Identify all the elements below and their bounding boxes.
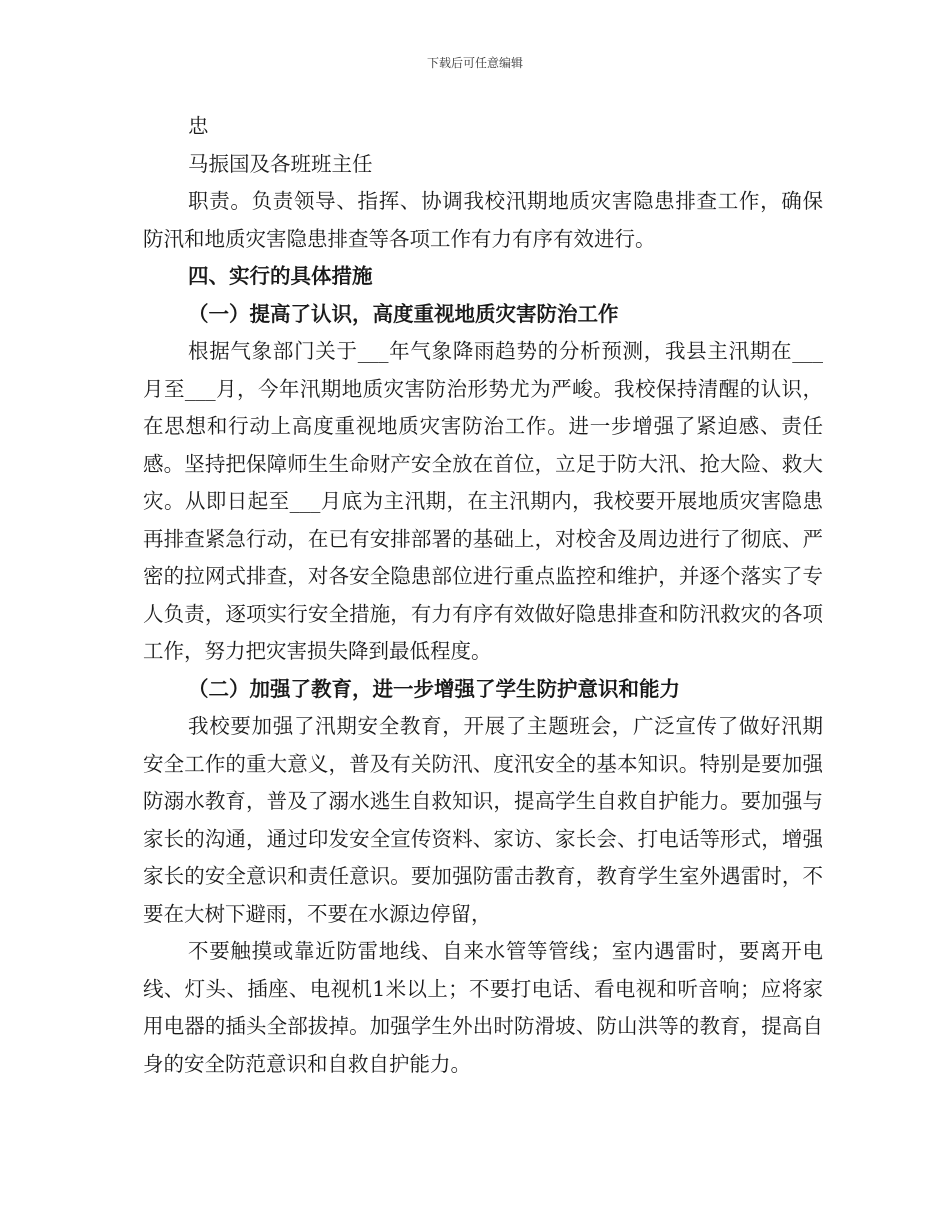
subsection-heading-education: （二）加强了教育，进一步增强了学生防护意识和能力 bbox=[188, 676, 680, 701]
page-header-note: 下载后可任意编辑 bbox=[426, 56, 523, 70]
subsection-heading-awareness: （一）提高了认识，高度重视地质灾害防治工作 bbox=[188, 301, 619, 326]
document-body bbox=[143, 108, 823, 1083]
section-heading-measures: 四、实行的具体措施 bbox=[188, 264, 373, 288]
paragraph-education-body: 我校要加强了汛期安全教育，开展了主题班会，广泛宣传了做好汛期安全工作的重大意义，普及有关防汛、度汛安全的基本知识。特别是要加强防溺水教育，普及了溺水逃生自救知识，提高学生自救自护能力。要加强与家长的沟通，通过印发安全宣传资料、家访、家长会、打电话等形式，增强家长的安全意识和责任意识。要加强防雷击教育，教育学生室外遇雷时，不要在大树下避雨，不要在水源边停留， bbox=[143, 714, 823, 926]
paragraph-lightning-safety: 不要触摸或靠近防雷地线、自来水管等管线；室内遇雷时，要离开电线、灯头、插座、电视机1米以上；不要打电话、看电视和听音响；应将家用电器的插头全部拔掉。加强学生外出时防滑坡、防山洪等的教育，提高自身的安全防范意识和自救自护能力。 bbox=[143, 939, 823, 1076]
paragraph-name-fragment: 忠 bbox=[188, 114, 209, 138]
paragraph-duties: 职责。负责领导、指挥、协调我校汛期地质灾害隐患排查工作，确保防汛和地质灾害隐患排查等各项工作有力有序有效进行。 bbox=[143, 189, 823, 251]
paragraph-staff-list: 马振国及各班班主任 bbox=[188, 151, 373, 176]
paragraph-awareness-body: 根据气象部门关于___年气象降雨趋势的分析预测，我县主汛期在___月至___月，今年汛期地质灾害防治形势尤为严峻。我校保持清醒的认识，在思想和行动上高度重视地质灾害防治工作。进一步增强了紧迫感、责任感。坚持把保障师生生命财产安全放在首位，立足于防大汛、抢大险、救大灾。从即日起至___月底为主汛期，在主汛期内，我校要开展地质灾害隐患再排查紧急行动，在已有安排部署的基础上，对校舍及周边进行了彻底、严密的拉网式排查，对各安全隐患部位进行重点监控和维护，并逐个落实了专人负责，逐项实行安全措施，有力有序有效做好隐患排查和防汛救灾的各项工作，努力把灾害损失降到最低程度。 bbox=[143, 339, 823, 663]
